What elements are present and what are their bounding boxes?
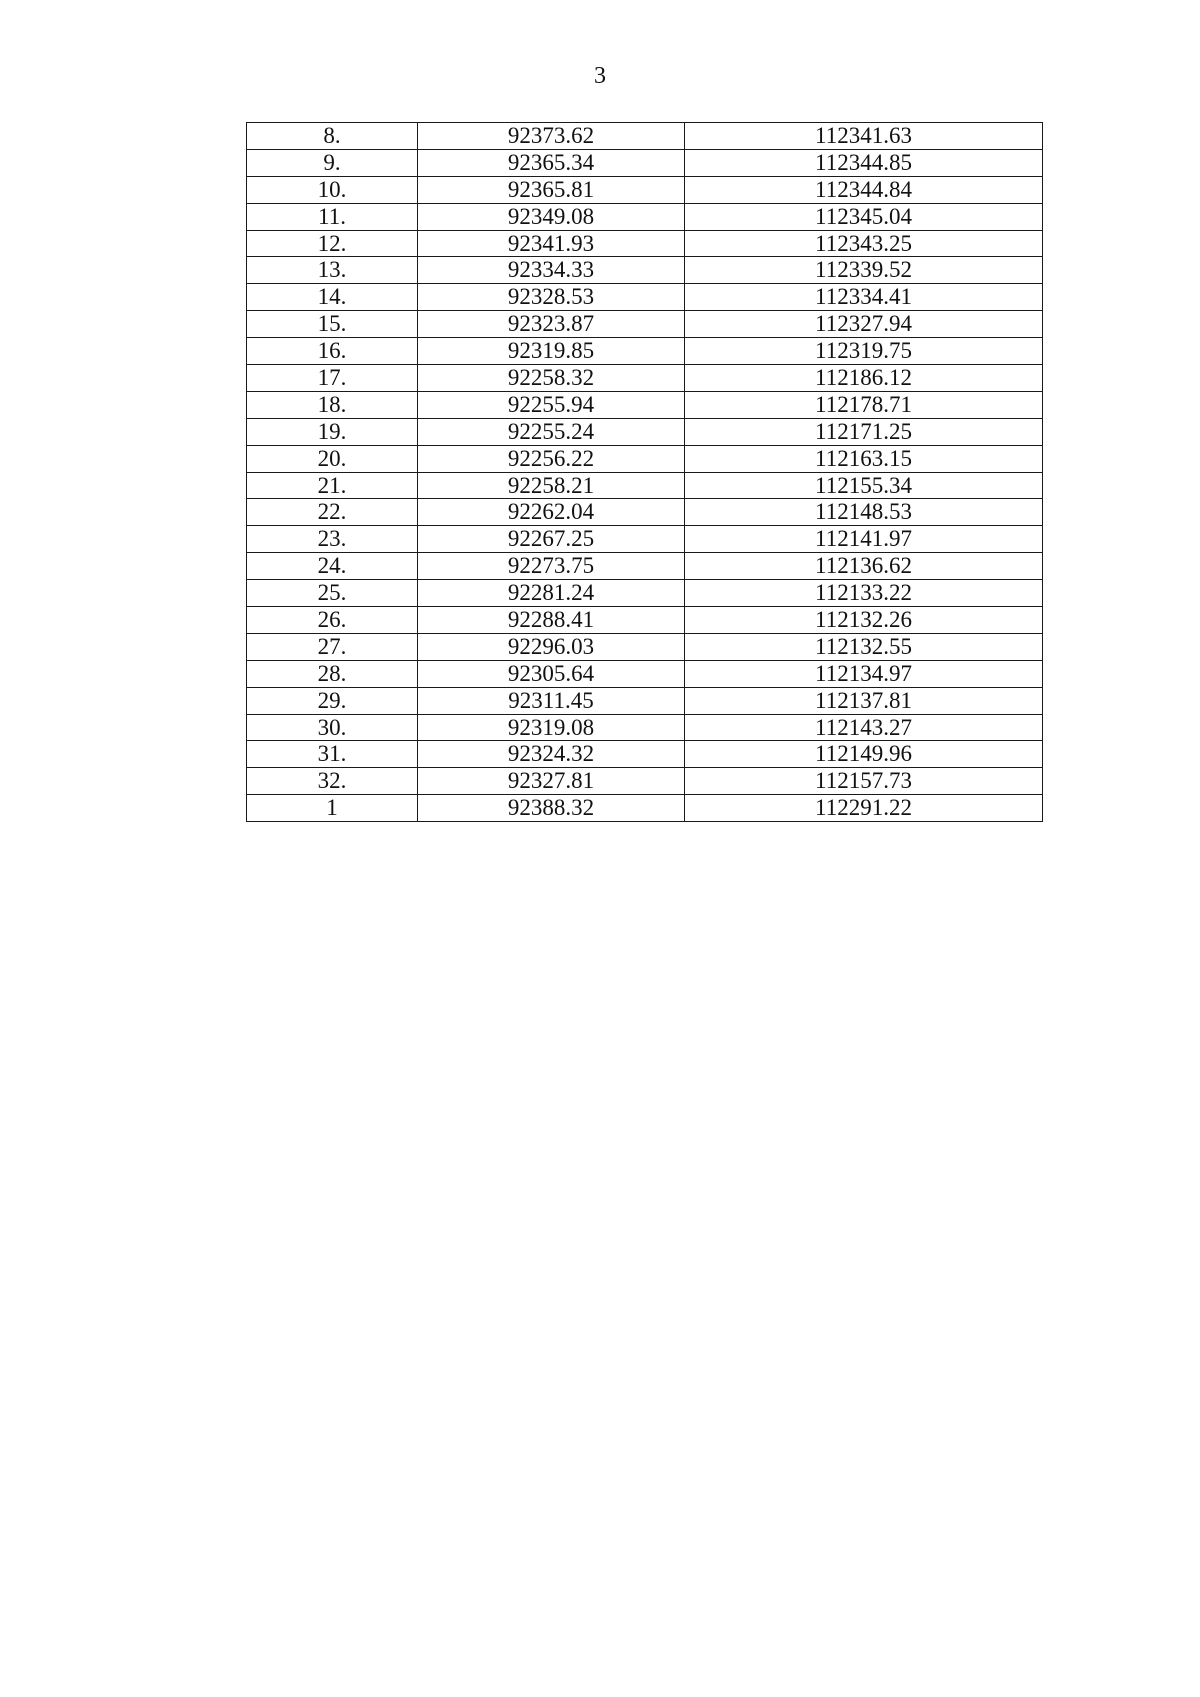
table-row [247,741,1043,768]
y-coordinate-cell: 112186.12 [685,365,1043,392]
y-coordinate-cell: 112171.25 [685,418,1043,445]
table-row [247,526,1043,553]
point-number-cell: 26. [247,607,418,634]
table-row [247,633,1043,660]
page-number: 3 [594,63,606,89]
x-coordinate-cell: 92349.08 [418,203,685,230]
x-coordinate-cell: 92388.32 [418,795,685,822]
x-coordinate-cell: 92341.93 [418,230,685,257]
point-number-cell: 25. [247,580,418,607]
table-row [247,445,1043,472]
y-coordinate-cell: 112141.97 [685,526,1043,553]
y-coordinate-cell: 112344.84 [685,176,1043,203]
point-number-cell: 8. [247,123,418,150]
x-coordinate-cell: 92256.22 [418,445,685,472]
point-number-cell: 28. [247,660,418,687]
x-coordinate-cell: 92262.04 [418,499,685,526]
point-number-cell: 24. [247,553,418,580]
point-number-cell: 20. [247,445,418,472]
table-row [247,203,1043,230]
point-number-cell: 22. [247,499,418,526]
x-coordinate-cell: 92365.34 [418,149,685,176]
point-number-cell: 11. [247,203,418,230]
table-row [247,714,1043,741]
point-number-cell: 19. [247,418,418,445]
y-coordinate-cell: 112143.27 [685,714,1043,741]
table-row [247,257,1043,284]
y-coordinate-cell: 112133.22 [685,580,1043,607]
x-coordinate-cell: 92267.25 [418,526,685,553]
table-row [247,365,1043,392]
point-number-cell: 15. [247,311,418,338]
table-row [247,391,1043,418]
x-coordinate-cell: 92334.33 [418,257,685,284]
x-coordinate-cell: 92319.85 [418,338,685,365]
x-coordinate-cell: 92327.81 [418,768,685,795]
x-coordinate-cell: 92311.45 [418,687,685,714]
point-number-cell: 23. [247,526,418,553]
point-number-cell: 29. [247,687,418,714]
x-coordinate-cell: 92255.24 [418,418,685,445]
point-number-cell: 30. [247,714,418,741]
table-row [247,311,1043,338]
y-coordinate-cell: 112132.55 [685,633,1043,660]
y-coordinate-cell: 112163.15 [685,445,1043,472]
x-coordinate-cell: 92323.87 [418,311,685,338]
table-row [247,660,1043,687]
table-row [247,123,1043,150]
table-row [247,149,1043,176]
y-coordinate-cell: 112341.63 [685,123,1043,150]
y-coordinate-cell: 112178.71 [685,391,1043,418]
table-row [247,580,1043,607]
y-coordinate-cell: 112157.73 [685,768,1043,795]
point-number-cell: 14. [247,284,418,311]
point-number-cell: 1 [247,795,418,822]
table-row [247,768,1043,795]
y-coordinate-cell: 112334.41 [685,284,1043,311]
y-coordinate-cell: 112134.97 [685,660,1043,687]
table-row [247,499,1043,526]
point-number-cell: 32. [247,768,418,795]
point-number-cell: 27. [247,633,418,660]
y-coordinate-cell: 112319.75 [685,338,1043,365]
point-number-cell: 10. [247,176,418,203]
x-coordinate-cell: 92319.08 [418,714,685,741]
table-row [247,553,1043,580]
table-row [247,338,1043,365]
y-coordinate-cell: 112132.26 [685,607,1043,634]
coordinates-table [246,122,1043,822]
point-number-cell: 18. [247,391,418,418]
x-coordinate-cell: 92296.03 [418,633,685,660]
x-coordinate-cell: 92255.94 [418,391,685,418]
x-coordinate-cell: 92281.24 [418,580,685,607]
y-coordinate-cell: 112148.53 [685,499,1043,526]
x-coordinate-cell: 92328.53 [418,284,685,311]
table-row [247,472,1043,499]
x-coordinate-cell: 92273.75 [418,553,685,580]
table-row [247,176,1043,203]
y-coordinate-cell: 112339.52 [685,257,1043,284]
table-row [247,284,1043,311]
point-number-cell: 13. [247,257,418,284]
y-coordinate-cell: 112137.81 [685,687,1043,714]
y-coordinate-cell: 112291.22 [685,795,1043,822]
table-row [247,418,1043,445]
y-coordinate-cell: 112345.04 [685,203,1043,230]
table-row [247,230,1043,257]
x-coordinate-cell: 92305.64 [418,660,685,687]
x-coordinate-cell: 92365.81 [418,176,685,203]
y-coordinate-cell: 112136.62 [685,553,1043,580]
coordinates-table-body [247,123,1043,822]
y-coordinate-cell: 112343.25 [685,230,1043,257]
point-number-cell: 31. [247,741,418,768]
x-coordinate-cell: 92373.62 [418,123,685,150]
y-coordinate-cell: 112327.94 [685,311,1043,338]
x-coordinate-cell: 92258.32 [418,365,685,392]
table-row [247,607,1043,634]
point-number-cell: 16. [247,338,418,365]
x-coordinate-cell: 92324.32 [418,741,685,768]
y-coordinate-cell: 112344.85 [685,149,1043,176]
point-number-cell: 12. [247,230,418,257]
point-number-cell: 21. [247,472,418,499]
x-coordinate-cell: 92258.21 [418,472,685,499]
point-number-cell: 9. [247,149,418,176]
point-number-cell: 17. [247,365,418,392]
table-row [247,687,1043,714]
y-coordinate-cell: 112155.34 [685,472,1043,499]
table-row [247,795,1043,822]
x-coordinate-cell: 92288.41 [418,607,685,634]
y-coordinate-cell: 112149.96 [685,741,1043,768]
